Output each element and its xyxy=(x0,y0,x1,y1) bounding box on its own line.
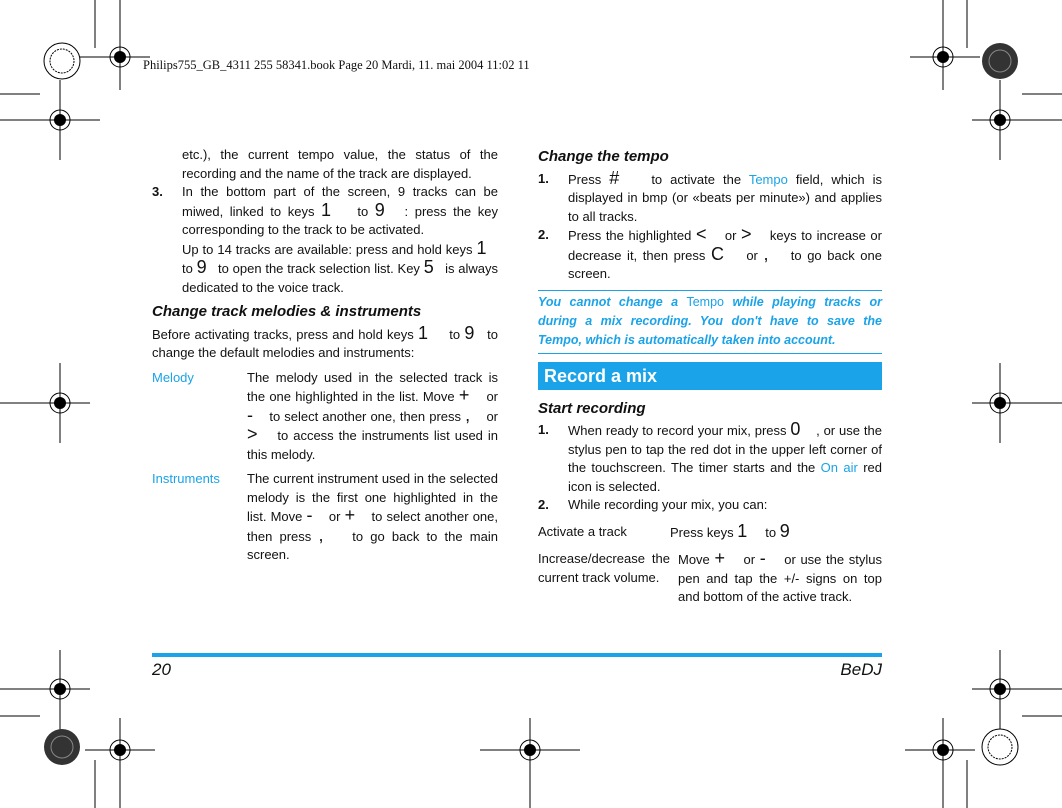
row-label: Increase/decrease the current track volume. xyxy=(538,551,670,585)
print-header: Philips755_GB_4311 255 58341.book Page 20 Mardi, 11. mai 2004 11:02 11 xyxy=(143,58,530,72)
key-1: 1 xyxy=(476,237,487,258)
definition-melody xyxy=(152,369,498,465)
key-plus: + xyxy=(458,385,470,405)
key-9: 9 xyxy=(196,257,207,277)
key-plus: + xyxy=(344,505,356,525)
left-column xyxy=(152,146,498,565)
key-9: 9 xyxy=(779,520,790,541)
definition-text: The melody used in the selected track is the one highlighted in the list. Move + or - to select another one, then press , or > to access the instruments list used in this melody. xyxy=(247,369,499,462)
start-recording-heading: Start recording xyxy=(538,399,646,417)
tempo-label: Tempo xyxy=(686,294,725,309)
tempo-label: Tempo xyxy=(748,171,788,187)
table-row xyxy=(538,520,882,543)
tempo-note: You cannot change a Tempo while playing tracks or during a mix recording. You don't have to save the Tempo, which is automatically taken into account. xyxy=(538,290,882,354)
footer-rule xyxy=(152,653,882,657)
key-minus: - xyxy=(306,505,313,525)
key-1: 1 xyxy=(737,520,748,541)
table-row xyxy=(538,550,882,607)
key-ok: , xyxy=(465,404,471,425)
record-step-1: 1. When ready to record your mix, press 0 , or use the stylus pen to tap the red dot in the upper left corner of the touchscreen. The timer starts and the On air red icon is selected. xyxy=(538,419,882,494)
tempo-heading: Change the tempo xyxy=(538,148,669,165)
section-heading: Change track melodies & instruments xyxy=(152,303,422,320)
row-value: Press keys 1 to 9 xyxy=(670,520,790,541)
definition-text: The current instrument used in the selected melody is the first one highlighted in the list. Move - or + to select another one, then press , to go back to the main screen. xyxy=(247,471,498,562)
key-1: 1 xyxy=(321,199,332,220)
tempo-step-2: 2. Press the highlighted < or > keys to increase or decrease it, then press C or , to go back one screen. xyxy=(538,224,882,281)
right-column xyxy=(538,146,882,607)
key-9: 9 xyxy=(374,199,385,220)
intro-paragraph: Before activating tracks, press and hold keys 1 to 9 to change the default melodies and instruments: xyxy=(152,322,498,360)
key-c: C xyxy=(711,243,724,264)
term-melody: Melody xyxy=(152,369,194,385)
definition-instruments xyxy=(152,470,498,565)
key-1: 1 xyxy=(418,322,429,343)
section-title-bar: Record a mix xyxy=(538,362,882,390)
term-instruments: Instruments xyxy=(152,471,220,486)
tempo-step-1: 1. Press # to activate the Tempo field, which is displayed in bmp (or «beats per minute») and applies to all tracks. xyxy=(538,167,882,224)
row-label: Activate a track xyxy=(538,523,627,539)
key-minus: - xyxy=(759,548,766,568)
key-ok: , xyxy=(318,524,324,545)
row-value: Move + or - or use the stylus pen and tap the +/- signs on top and bottom of the active track. xyxy=(678,548,882,604)
key-minus: - xyxy=(247,404,253,425)
key-right: > xyxy=(741,224,752,244)
on-air-label: On air xyxy=(820,460,858,475)
step-3: 3. In the bottom part of the screen, 9 tracks can be miwed, linked to keys 1 to 9 : press the key corresponding to the track to be activated. Up to 14 tracks are available: press and hold keys 1 to 9 to open the track selection list. Key 5 is always dedicated to the voice track. xyxy=(152,184,498,295)
key-ok: , xyxy=(763,243,769,264)
step-number: 3. xyxy=(152,184,163,199)
key-right: > xyxy=(247,424,258,444)
book-title: BeDJ xyxy=(840,660,882,679)
page-number: 20 xyxy=(152,660,171,679)
key-9: 9 xyxy=(464,322,475,343)
key-left: < xyxy=(695,224,707,244)
key-hash: # xyxy=(609,167,620,188)
key-plus: + xyxy=(714,548,725,568)
key-0: 0 xyxy=(790,419,801,439)
intro-text: etc.), the current tempo value, the status of the recording and the name of the track are displayed. xyxy=(182,147,498,181)
record-step-2: 2. While recording your mix, you can: xyxy=(538,497,768,512)
key-5: 5 xyxy=(423,257,434,277)
